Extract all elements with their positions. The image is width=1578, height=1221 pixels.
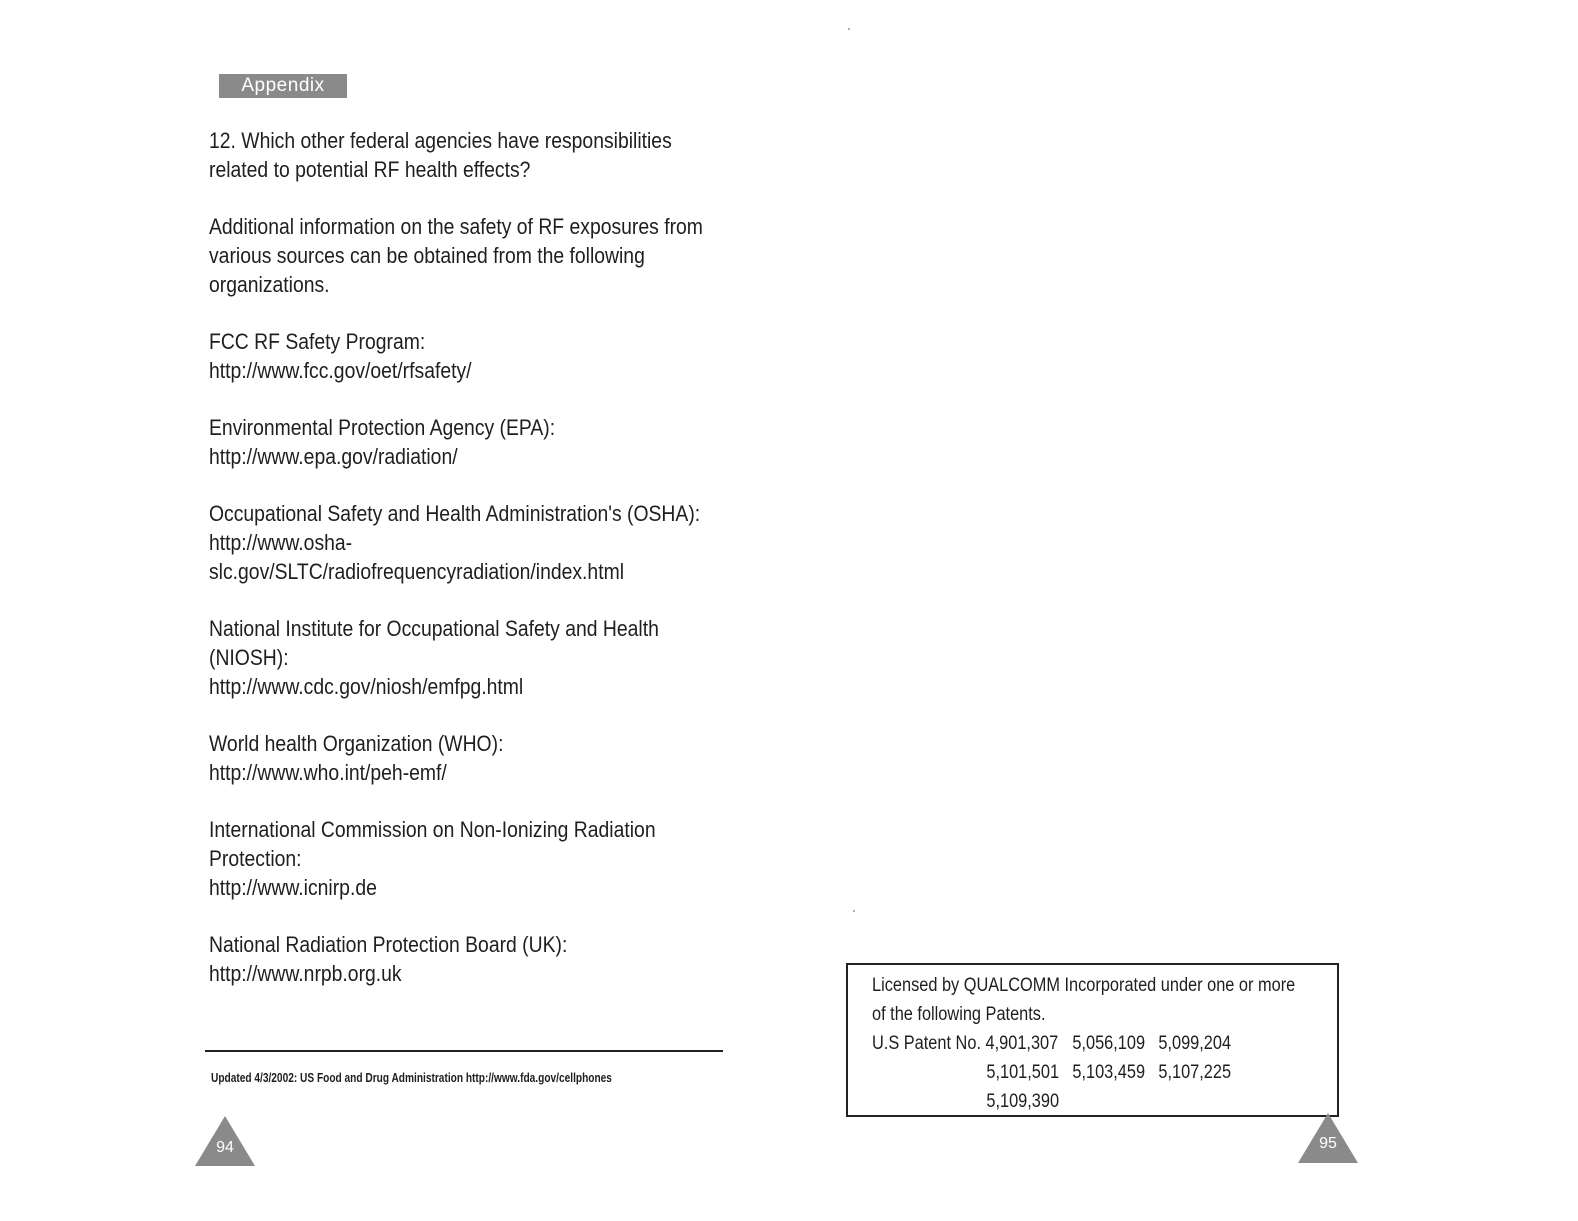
org-osha-link-cont[interactable]: slc.gov/SLTC/radiofrequencyradiation/index.html	[209, 559, 625, 584]
footnote-divider	[205, 1050, 723, 1052]
org-who-link[interactable]: http://www.who.int/peh-emf/	[209, 760, 447, 785]
question-heading: 12. Which other federal agencies have responsibilities related to potential RF health effects?	[209, 128, 672, 182]
footnote-updated: Updated 4/3/2002: US Food and Drug Administration http://www.fda.gov/cellphones	[211, 1070, 612, 1085]
org-nrpb: National Radiation Protection Board (UK): http://www.nrpb.org.uk	[209, 930, 719, 988]
scan-speck	[848, 28, 850, 30]
org-niosh: National Institute for Occupational Safety and Health (NIOSH): http://www.cdc.gov/niosh/emfpg.html	[209, 614, 719, 701]
org-who: World health Organization (WHO): http://www.who.int/peh-emf/	[209, 729, 719, 787]
patent-license-box	[846, 963, 1339, 1117]
patent-license-text: Licensed by QUALCOMM Incorporated under one or more of the following Patents. U.S Patent No. 4,901,307 5,056,109 5,099,204 5,101,501 5,103,459 5,107,225 5,109,390	[872, 971, 1295, 1116]
patent-row-3: 5,109,390	[986, 1091, 1060, 1112]
left-page-content	[209, 126, 729, 1016]
org-niosh-link[interactable]: http://www.cdc.gov/niosh/emfpg.html	[209, 674, 524, 699]
org-epa-link[interactable]: http://www.epa.gov/radiation/	[209, 444, 458, 469]
org-osha: Occupational Safety and Health Administration's (OSHA): http://www.osha- slc.gov/SLTC/radiofrequencyradiation/index.html	[209, 499, 719, 586]
org-epa: Environmental Protection Agency (EPA): http://www.epa.gov/radiation/	[209, 413, 719, 471]
org-nrpb-link[interactable]: http://www.nrpb.org.uk	[209, 961, 402, 986]
section-tab-appendix: Appendix	[219, 74, 347, 98]
page-number-right: 95	[1319, 1135, 1337, 1152]
org-osha-link[interactable]: http://www.osha-	[209, 530, 353, 555]
org-fcc: FCC RF Safety Program: http://www.fcc.gov/oet/rfsafety/	[209, 327, 719, 385]
page-number-left: 94	[216, 1139, 234, 1156]
patent-row-1: U.S Patent No. 4,901,307 5,056,109 5,099,204	[872, 1033, 1232, 1054]
org-icnirp-link[interactable]: http://www.icnirp.de	[209, 875, 377, 900]
patent-row-2: 5,101,501 5,103,459 5,107,225	[986, 1062, 1232, 1083]
intro-paragraph: Additional information on the safety of RF exposures from various sources can be obtained from the following organizations.	[209, 214, 703, 297]
org-fcc-link[interactable]: http://www.fcc.gov/oet/rfsafety/	[209, 358, 472, 383]
org-icnirp: International Commission on Non-Ionizing Radiation Protection: http://www.icnirp.de	[209, 815, 719, 902]
scan-speck	[853, 910, 855, 912]
